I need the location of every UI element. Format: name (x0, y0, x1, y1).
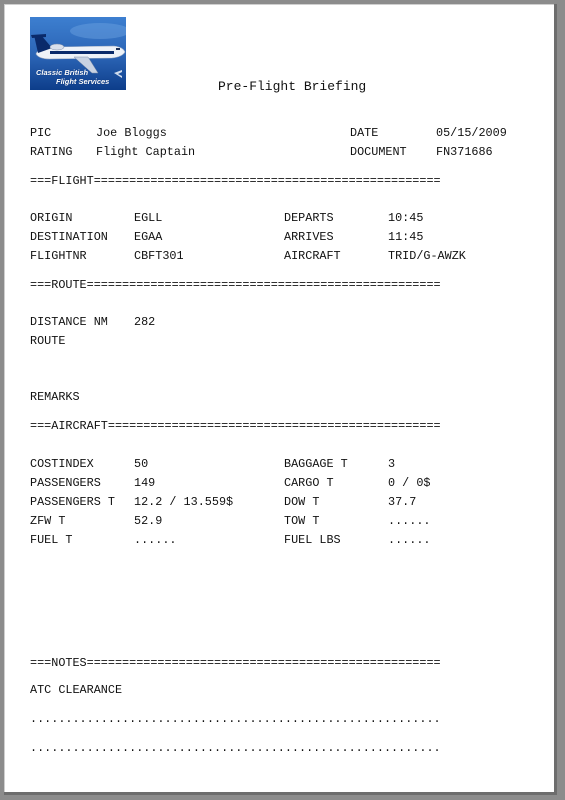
fuel-t-label: FUEL T (30, 533, 73, 547)
passengers-t-label: PASSENGERS T (30, 495, 115, 509)
departs-value: 10:45 (388, 211, 424, 225)
logo-text-line2: Flight Services (56, 77, 110, 86)
aircraft-value: TRID/G-AWZK (388, 249, 466, 263)
fuel-t-value: ...... (134, 533, 177, 547)
distance-label: DISTANCE NM (30, 315, 108, 329)
costindex-value: 50 (134, 457, 149, 471)
passengers-label: PASSENGERS (30, 476, 101, 490)
costindex-label: COSTINDEX (30, 457, 94, 471)
fuel-lbs-value: ...... (388, 533, 431, 547)
atc-clearance-label: ATC CLEARANCE (30, 683, 123, 697)
company-logo (30, 17, 126, 90)
section-divider-notes: ===NOTES================================================== (30, 656, 441, 670)
zfw-label: ZFW T (30, 514, 66, 528)
cargo-value: 0 / 0$ (388, 476, 431, 490)
origin-label: ORIGIN (30, 211, 73, 225)
rating-label: RATING (30, 145, 73, 159)
passengers-value: 149 (134, 476, 156, 490)
flightnr-value: CBFT301 (134, 249, 184, 263)
section-divider-flight: ===FLIGHT================================================= (30, 174, 441, 188)
distance-value: 282 (134, 315, 156, 329)
fuel-lbs-label: FUEL LBS (284, 533, 341, 547)
section-divider-route: ===ROUTE================================================== (30, 278, 441, 292)
page-title: Pre-Flight Briefing (218, 79, 367, 94)
arrives-label: ARRIVES (284, 230, 334, 244)
section-divider-aircraft: ===AIRCRAFT=============================================== (30, 419, 441, 433)
document-label: DOCUMENT (350, 145, 407, 159)
tow-label: TOW T (284, 514, 320, 528)
destination-value: EGAA (134, 230, 163, 244)
date-value: 05/15/2009 (436, 126, 507, 140)
date-label: DATE (350, 126, 379, 140)
atc-dotted-line-1: .......................................................... (30, 712, 441, 726)
cargo-label: CARGO T (284, 476, 334, 490)
origin-value: EGLL (134, 211, 163, 225)
departs-label: DEPARTS (284, 211, 334, 225)
rating-value: Flight Captain (96, 145, 196, 159)
baggage-value: 3 (388, 457, 396, 471)
destination-label: DESTINATION (30, 230, 108, 244)
arrives-value: 11:45 (388, 230, 424, 244)
dow-value: 37.7 (388, 495, 417, 509)
route-label: ROUTE (30, 334, 66, 348)
dow-label: DOW T (284, 495, 320, 509)
logo-text-line1: Classic British (36, 68, 89, 77)
passengers-t-value: 12.2 / 13.559$ (134, 495, 234, 509)
tow-value: ...... (388, 514, 431, 528)
pic-value: Joe Bloggs (96, 126, 167, 140)
briefing-page (4, 4, 557, 795)
atc-dotted-line-2: .......................................................... (30, 741, 441, 755)
aircraft-label: AIRCRAFT (284, 249, 341, 263)
baggage-label: BAGGAGE T (284, 457, 348, 471)
document-value: FN371686 (436, 145, 493, 159)
pic-label: PIC (30, 126, 52, 140)
zfw-value: 52.9 (134, 514, 163, 528)
remarks-label: REMARKS (30, 390, 80, 404)
flightnr-label: FLIGHTNR (30, 249, 87, 263)
